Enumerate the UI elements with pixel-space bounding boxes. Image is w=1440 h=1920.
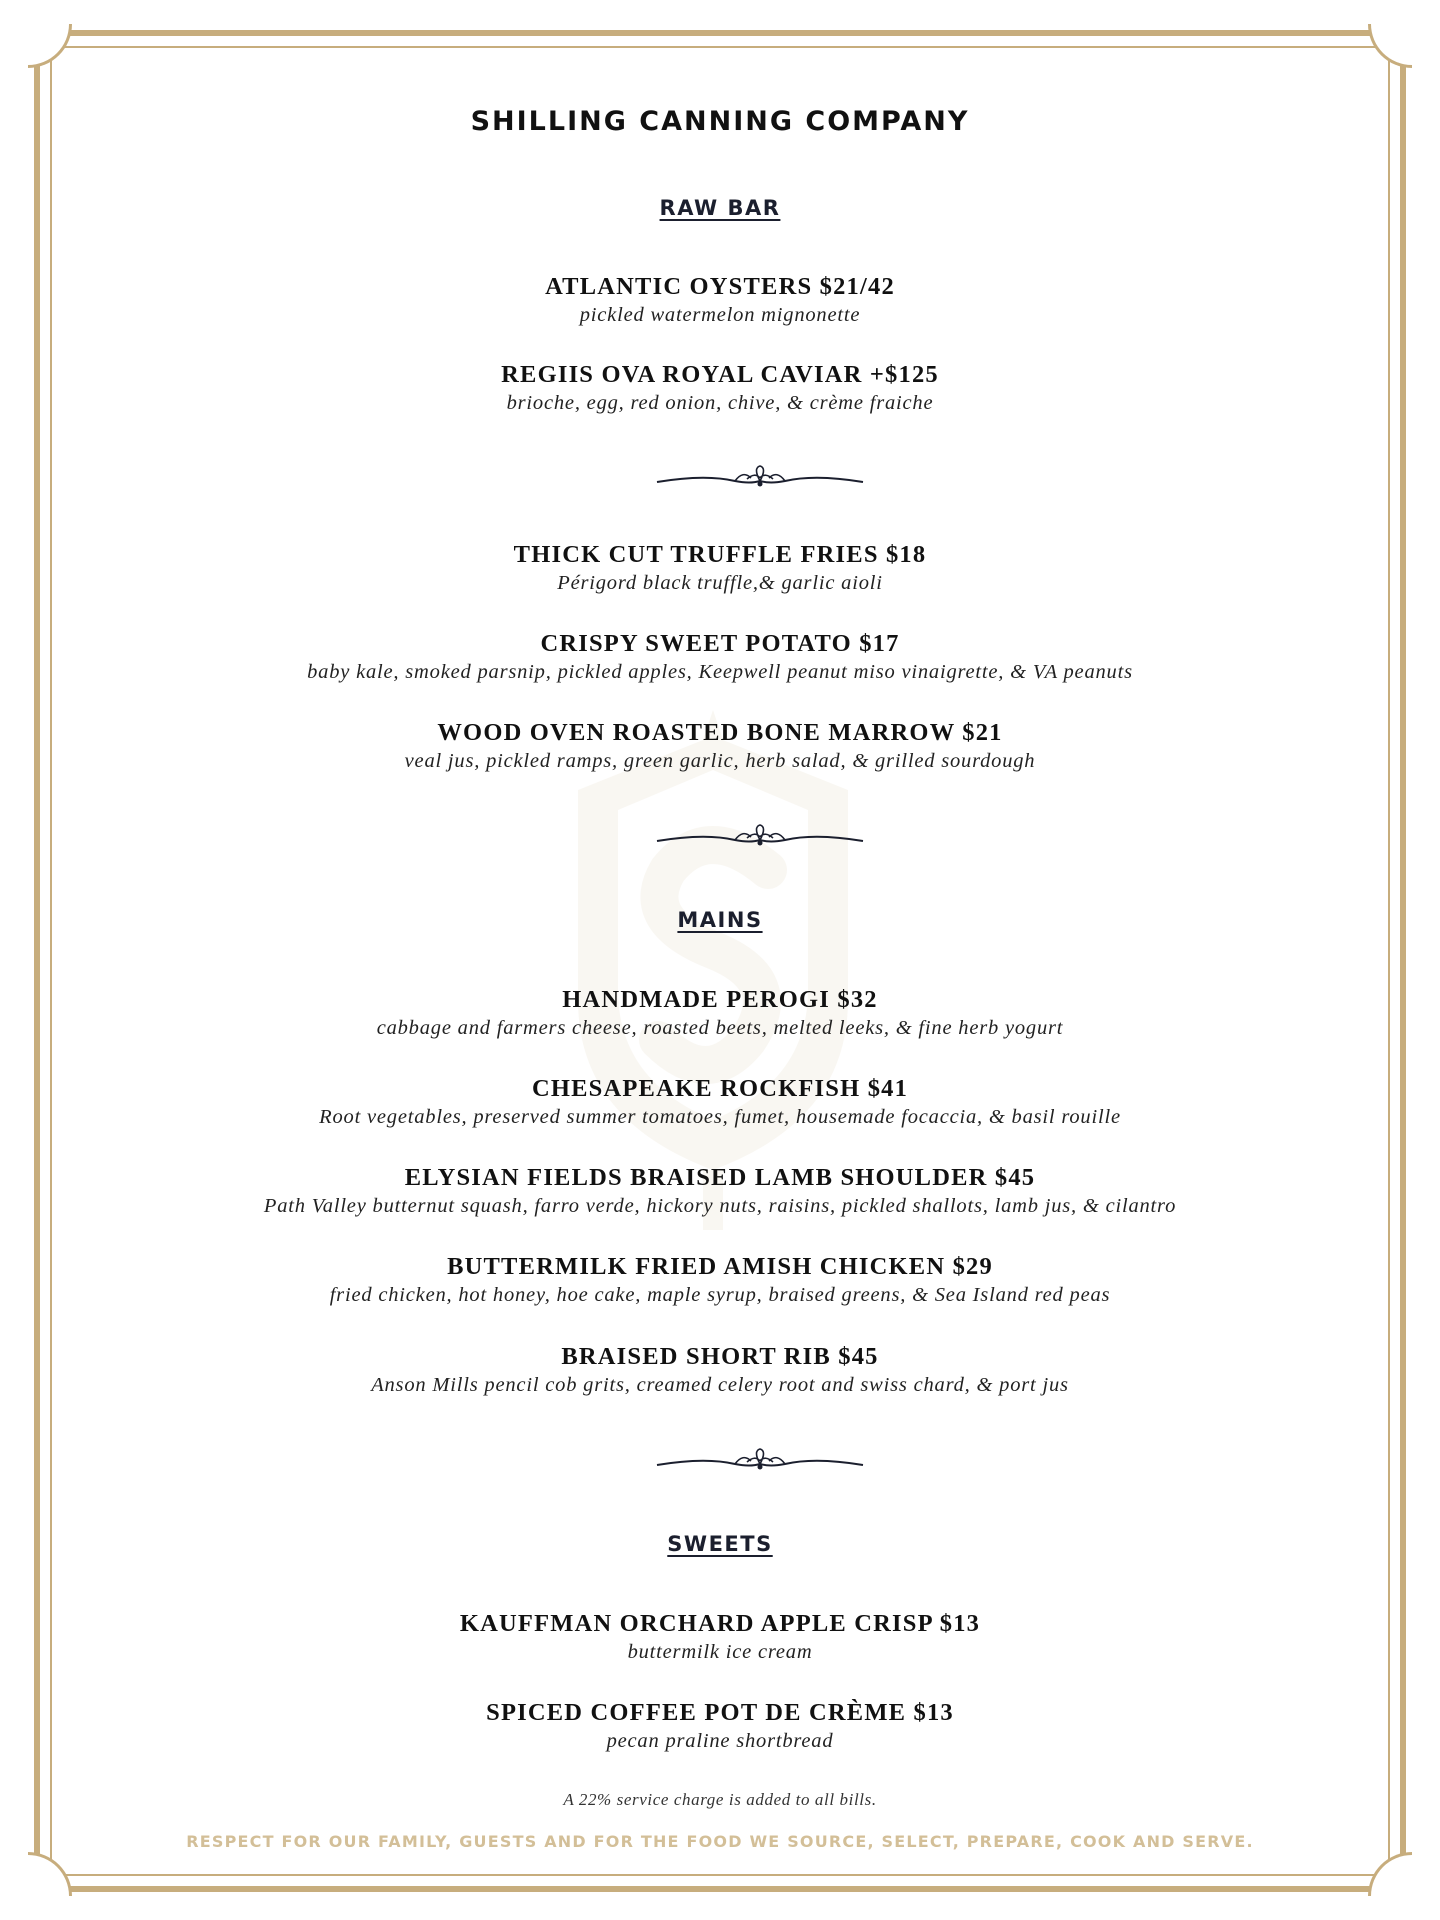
menu-item-description: veal jus, pickled ramps, green garlic, herb salad, & grilled sourdough bbox=[404, 750, 1036, 772]
shield-monogram-logo bbox=[548, 700, 878, 1240]
menu-item-description: baby kale, smoked parsnip, pickled apples, Keepwell peanut miso vinaigrette, & VA peanuts bbox=[307, 661, 1133, 683]
menu-item bbox=[0, 1609, 1440, 1666]
menu-item-description: pickled watermelon mignonette bbox=[579, 304, 861, 326]
menu-item bbox=[0, 718, 1440, 775]
menu-item bbox=[0, 1342, 1440, 1399]
menu-item bbox=[0, 629, 1440, 686]
menu-item-name: SPICED COFFEE POT DE CRÈME $13 bbox=[486, 1699, 954, 1726]
restaurant-name: SHILLING CANNING COMPANY bbox=[470, 106, 970, 137]
border-corner-ornament bbox=[28, 1852, 72, 1896]
section-title-mains: MAINS bbox=[677, 908, 763, 932]
section-title-raw-bar: RAW BAR bbox=[659, 196, 781, 220]
menu-item bbox=[0, 272, 1440, 329]
menu-item-description: Périgord black truffle,& garlic aioli bbox=[557, 572, 883, 594]
menu-item-description: pecan praline shortbread bbox=[606, 1730, 834, 1752]
menu-item-name: CHESAPEAKE ROCKFISH $41 bbox=[531, 1075, 909, 1102]
menu-item-name: KAUFFMAN ORCHARD APPLE CRISP $13 bbox=[459, 1610, 981, 1637]
scroll-ornament-icon bbox=[655, 823, 865, 857]
menu-item bbox=[0, 1252, 1440, 1309]
border-corner-ornament bbox=[28, 24, 72, 68]
menu-item-name: REGIIS OVA ROYAL CAVIAR +$125 bbox=[501, 361, 939, 388]
menu-item-name: BRAISED SHORT RIB $45 bbox=[561, 1343, 879, 1370]
border-corner-ornament bbox=[1368, 1852, 1412, 1896]
scroll-ornament-icon bbox=[655, 464, 865, 498]
menu-item-name: WOOD OVEN ROASTED BONE MARROW $21 bbox=[437, 719, 1003, 746]
menu-item bbox=[0, 360, 1440, 417]
menu-item bbox=[0, 1163, 1440, 1220]
menu-item-name: CRISPY SWEET POTATO $17 bbox=[540, 630, 900, 657]
menu-item-description: fried chicken, hot honey, hoe cake, maple syrup, braised greens, & Sea Island red peas bbox=[329, 1284, 1111, 1306]
menu-item-name: ATLANTIC OYSTERS $21/42 bbox=[545, 273, 895, 300]
menu-item-description: cabbage and farmers cheese, roasted beets, melted leeks, & fine herb yogurt bbox=[376, 1017, 1064, 1039]
menu-item-description: Anson Mills pencil cob grits, creamed celery root and swiss chard, & port jus bbox=[371, 1374, 1069, 1396]
footer-motto: RESPECT FOR OUR FAMILY, GUESTS AND FOR THE FOOD WE SOURCE, SELECT, PREPARE, COOK AND SERVE. bbox=[186, 1832, 1254, 1851]
border-corner-ornament bbox=[1368, 24, 1412, 68]
menu-item-description: Path Valley butternut squash, farro verde, hickory nuts, raisins, pickled shallots, lamb jus, & cilantro bbox=[263, 1195, 1177, 1217]
menu-item-description: buttermilk ice cream bbox=[627, 1641, 813, 1663]
menu-item-name: BUTTERMILK FRIED AMISH CHICKEN $29 bbox=[447, 1253, 993, 1280]
service-charge-note: A 22% service charge is added to all bills. bbox=[563, 1790, 877, 1809]
menu-item-description: brioche, egg, red onion, chive, & crème fraiche bbox=[506, 392, 934, 414]
menu-item-name: THICK CUT TRUFFLE FRIES $18 bbox=[513, 541, 927, 568]
menu-item-description: Root vegetables, preserved summer tomatoes, fumet, housemade focaccia, & basil rouille bbox=[319, 1106, 1121, 1128]
menu-item-name: HANDMADE PEROGI $32 bbox=[562, 986, 878, 1013]
scroll-ornament-icon bbox=[655, 1447, 865, 1481]
menu-item bbox=[0, 1698, 1440, 1755]
menu-item bbox=[0, 540, 1440, 597]
menu-item bbox=[0, 1074, 1440, 1131]
section-title-sweets: SWEETS bbox=[667, 1532, 773, 1556]
menu-item-name: ELYSIAN FIELDS BRAISED LAMB SHOULDER $45 bbox=[404, 1164, 1036, 1191]
menu-item bbox=[0, 985, 1440, 1042]
